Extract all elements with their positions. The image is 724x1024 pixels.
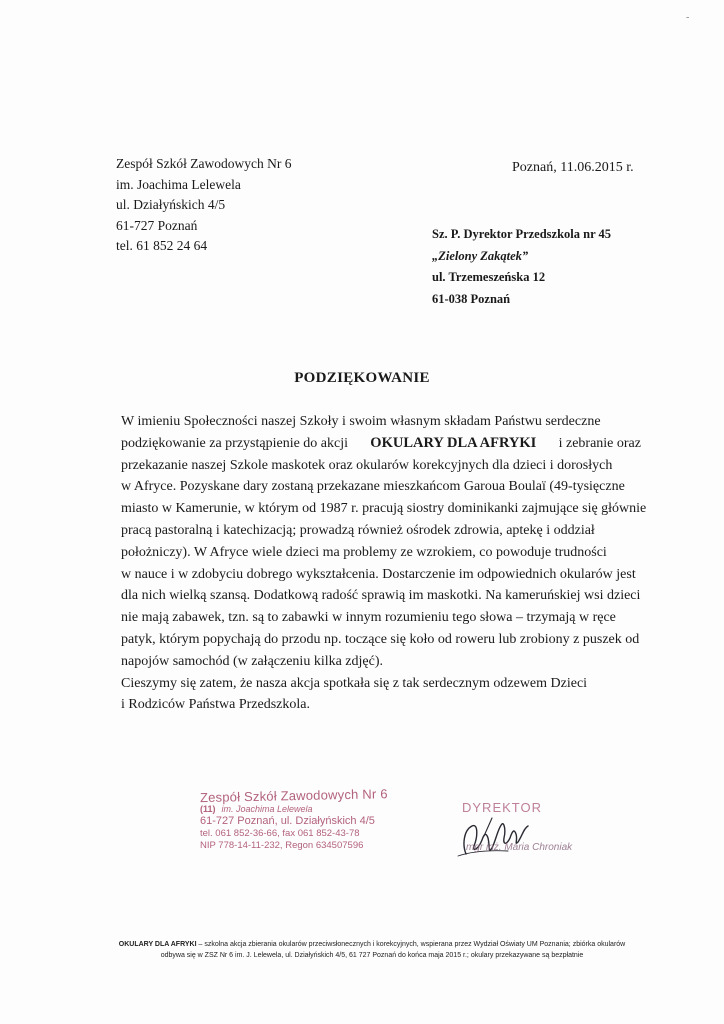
letter-heading: PODZIĘKOWANIE [294, 370, 430, 386]
body-text: W imieniu Społeczności naszej Szkoły i swoim własnym składam Państwu serdeczne [121, 414, 601, 429]
sender-school-name: Zespół Szkół Zawodowych Nr 6 [116, 156, 292, 171]
body-text: dla nich wielką szansą. Dodatkową radość sprawią im maskotki. Na kameruńskiej wsi dzieci [121, 588, 641, 604]
sender-street: ul. Działyńskich 4/5 [116, 197, 226, 212]
body-text: patyk, którym popychają do przodu np. toczące się koło od roweru lub zrobiony z puszek od [121, 631, 640, 647]
body-text: Cieszymy się zatem, że nasza akcja spotkała się z tak serdecznym odzewem Dzieci [121, 675, 588, 691]
school-stamp [200, 788, 400, 851]
recipient-name: „Zielony Zakątek” [432, 248, 529, 263]
body-text: podziękowanie za przystąpienie do akcji [121, 435, 349, 451]
sender-phone: tel. 61 852 24 64 [116, 238, 208, 253]
body-text: w nauce i w zdobyciu dobrego wykształcenia. Dostarczenie im odpowiednich okularów jest [121, 566, 636, 582]
body-line [121, 433, 641, 455]
sender-city: 61-727 Poznań [116, 217, 198, 233]
footnote-line-1 [112, 939, 632, 950]
body-text: pracą pastoralną i katechizacją; prowadzą również ośrodek zdrowia, aptekę i oddział [121, 522, 595, 538]
footnote-text: – szkolna akcja zbierania okularów przeciwsłonecznych i korekcyjnych, wspierana przez Wydział Oświaty UM Poznania; zbiórka okularów [196, 941, 626, 948]
body-text: napojów samochód (w załączeniu kilka zdjęć). [121, 653, 384, 669]
body-line [121, 651, 641, 673]
recipient-title: Sz. P. Dyrektor Przedszkola nr 45 [432, 227, 612, 241]
body-line [121, 585, 641, 607]
recipient-address [432, 224, 611, 310]
body-text: i Rodziców Państwa Przedszkola. [121, 697, 310, 713]
body-line [121, 673, 641, 695]
sender-address [116, 154, 291, 257]
body-line [121, 455, 641, 477]
body-line [121, 694, 641, 716]
handwritten-signature [448, 806, 548, 866]
footnote-campaign-name: OKULARY DLA AFRYKI [118, 941, 197, 948]
body-line [121, 520, 641, 542]
body-line [121, 607, 641, 629]
letter-date: Poznań, 11.06.2015 r. [512, 160, 634, 175]
signer-name: mgr inż. Maria Chroniak [466, 842, 573, 853]
body-line [121, 542, 641, 564]
recipient-street: ul. Trzemeszeńska 12 [432, 270, 546, 284]
stamp-patron-line [200, 804, 400, 814]
corner-mark: - [686, 12, 690, 23]
body-text: i zebranie oraz [558, 435, 641, 451]
body-line [121, 629, 641, 651]
recipient-city: 61-038 Poznań [432, 291, 511, 306]
stamp-patron: im. Joachima Lelewela [221, 804, 313, 814]
body-text: przekazanie naszej Szkole maskotek oraz okularów korekcyjnych dla dzieci i dorosłych [121, 457, 613, 473]
footnote [112, 939, 632, 961]
stamp-address: 61-727 Poznań, ul. Działyńskich 4/5 [200, 815, 375, 827]
body-line [121, 498, 647, 520]
letter-body [121, 411, 647, 716]
stamp-number: (11) [200, 804, 216, 814]
body-line [121, 476, 641, 498]
body-text: miasto w Kamerunie, w którym od 1987 r. pracują siostry dominikanki zajmujące się głównie [121, 501, 647, 517]
body-line [121, 411, 641, 433]
director-stamp: DYREKTOR [462, 800, 542, 815]
stamp-school-name: Zespół Szkół Zawodowych Nr 6 [199, 786, 388, 806]
campaign-name: OKULARY DLA AFRYKI [370, 434, 537, 451]
sender-patron: im. Joachima Lelewela [116, 176, 241, 192]
footnote-line-2: odbywa się w ZSZ Nr 6 im. J. Lelewela, ul. Działyńskich 4/5, 61 727 Poznań do końca maja 2015 r.; okulary przekazywane są bezpłatnie [160, 952, 584, 959]
stamp-nip-regon: NIP 778-14-11-232, Regon 634507596 [200, 840, 364, 851]
body-line [121, 564, 641, 586]
body-text: położniczy). W Afryce wiele dzieci ma problemy ze wzrokiem, co powoduje trudności [121, 544, 607, 560]
body-text: w Afryce. Pozyskane dary zostaną przekazane mieszkańcom Garoua Boulaï (49-tysięczne [121, 479, 625, 495]
body-text: nie mają zabawek, tzn. są to zabawki w innym rozumieniu tego słowa – trzymają w ręce [121, 610, 616, 626]
stamp-phone: tel. 061 852-36-66, fax 061 852-43-78 [200, 828, 360, 839]
